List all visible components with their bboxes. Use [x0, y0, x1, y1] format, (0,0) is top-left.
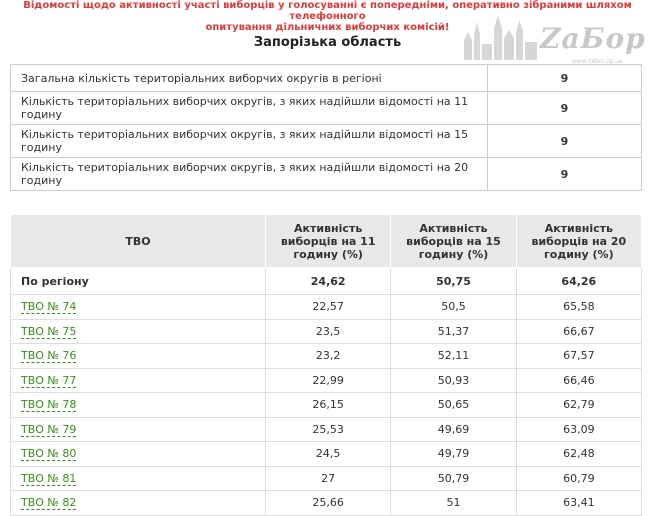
turnout-20h: 63,41: [516, 491, 641, 516]
header-20h: Активність виборців на 20 годину (%): [516, 215, 641, 268]
summary-table: [10, 64, 642, 191]
turnout-20h: 62,79: [516, 393, 641, 418]
turnout-20h: 63,09: [516, 417, 641, 442]
turnout-11h: 24,62: [266, 268, 391, 295]
turnout-20h: 65,58: [516, 295, 641, 320]
turnout-20h: 64,26: [516, 268, 641, 295]
summary-row: [11, 65, 642, 92]
turnout-20h: 60,79: [516, 466, 641, 491]
turnout-20h: 66,46: [516, 368, 641, 393]
turnout-11h: 27: [266, 466, 391, 491]
summary-row: [11, 92, 642, 125]
notice-line-2: опитування дільничних виборчих комісій!: [205, 22, 450, 33]
tvo-link[interactable]: ТВО № 74: [21, 300, 77, 314]
tvo-link[interactable]: ТВО № 76: [21, 349, 77, 363]
turnout-11h: 25,53: [266, 417, 391, 442]
turnout-11h: 23,2: [266, 344, 391, 369]
turnout-15h: 52,11: [391, 344, 516, 369]
table-row: [11, 344, 642, 369]
tvo-link[interactable]: ТВО № 81: [21, 471, 77, 485]
summary-row: [11, 158, 642, 191]
region-title: Запорізька область: [253, 35, 402, 50]
summary-value: 9: [488, 65, 642, 92]
summary-label: Кількість територіальних виборчих округів, з яких надійшли відомості на 11 годину: [11, 92, 488, 125]
table-row: [11, 295, 642, 320]
notice-line-1: Відомості щодо активності участі виборців у голосуванні є попередніми, оперативно зібраними шляхом телефонного: [23, 0, 632, 22]
turnout-15h: 50,93: [391, 368, 516, 393]
header-15h: Активність виборців на 15 годину (%): [391, 215, 516, 268]
summary-label: Загальна кількість територіальних виборчих округів в регіоні: [11, 65, 488, 92]
summary-label: Кількість територіальних виборчих округів, з яких надійшли відомості на 15 годину: [11, 125, 488, 158]
summary-value: 9: [488, 158, 642, 191]
turnout-11h: 22,99: [266, 368, 391, 393]
turnout-15h: 50,5: [391, 295, 516, 320]
header-tvo: ТВО: [11, 215, 266, 268]
turnout-11h: 26,15: [266, 393, 391, 418]
table-row: [11, 466, 642, 491]
turnout-15h: 49,69: [391, 417, 516, 442]
tvo-link[interactable]: ТВО № 78: [21, 398, 77, 412]
turnout-11h: 23,5: [266, 319, 391, 344]
tvo-link[interactable]: ТВО № 82: [21, 496, 77, 510]
tvo-link[interactable]: ТВО № 75: [21, 324, 77, 338]
region-total-row: [11, 268, 642, 295]
tvo-link[interactable]: ТВО № 79: [21, 422, 77, 436]
turnout-table: [10, 214, 642, 516]
table-row: [11, 417, 642, 442]
turnout-11h: 22,57: [266, 295, 391, 320]
turnout-15h: 51: [391, 491, 516, 516]
logo-url: www.zabor.zp.ua: [572, 58, 623, 65]
logo-wordmark: ZaБор: [540, 22, 646, 55]
table-header-row: [11, 215, 642, 268]
summary-row: [11, 125, 642, 158]
turnout-20h: 66,67: [516, 319, 641, 344]
turnout-15h: 50,75: [391, 268, 516, 295]
table-row: [11, 393, 642, 418]
table-row: [11, 319, 642, 344]
turnout-15h: 50,65: [391, 393, 516, 418]
summary-label: Кількість територіальних виборчих округів, з яких надійшли відомості на 20 годину: [11, 158, 488, 191]
turnout-15h: 49,79: [391, 442, 516, 467]
table-row: [11, 491, 642, 516]
turnout-11h: 24,5: [266, 442, 391, 467]
summary-value: 9: [488, 92, 642, 125]
table-row: [11, 442, 642, 467]
tvo-link[interactable]: ТВО № 80: [21, 447, 77, 461]
header-11h: Активність виборців на 11 годину (%): [266, 215, 391, 268]
turnout-20h: 62,48: [516, 442, 641, 467]
turnout-15h: 50,79: [391, 466, 516, 491]
turnout-20h: 67,57: [516, 344, 641, 369]
summary-value: 9: [488, 125, 642, 158]
turnout-15h: 51,37: [391, 319, 516, 344]
table-row: [11, 368, 642, 393]
region-total-label: По регіону: [11, 268, 266, 295]
tvo-link[interactable]: ТВО № 77: [21, 373, 77, 387]
turnout-11h: 25,66: [266, 491, 391, 516]
